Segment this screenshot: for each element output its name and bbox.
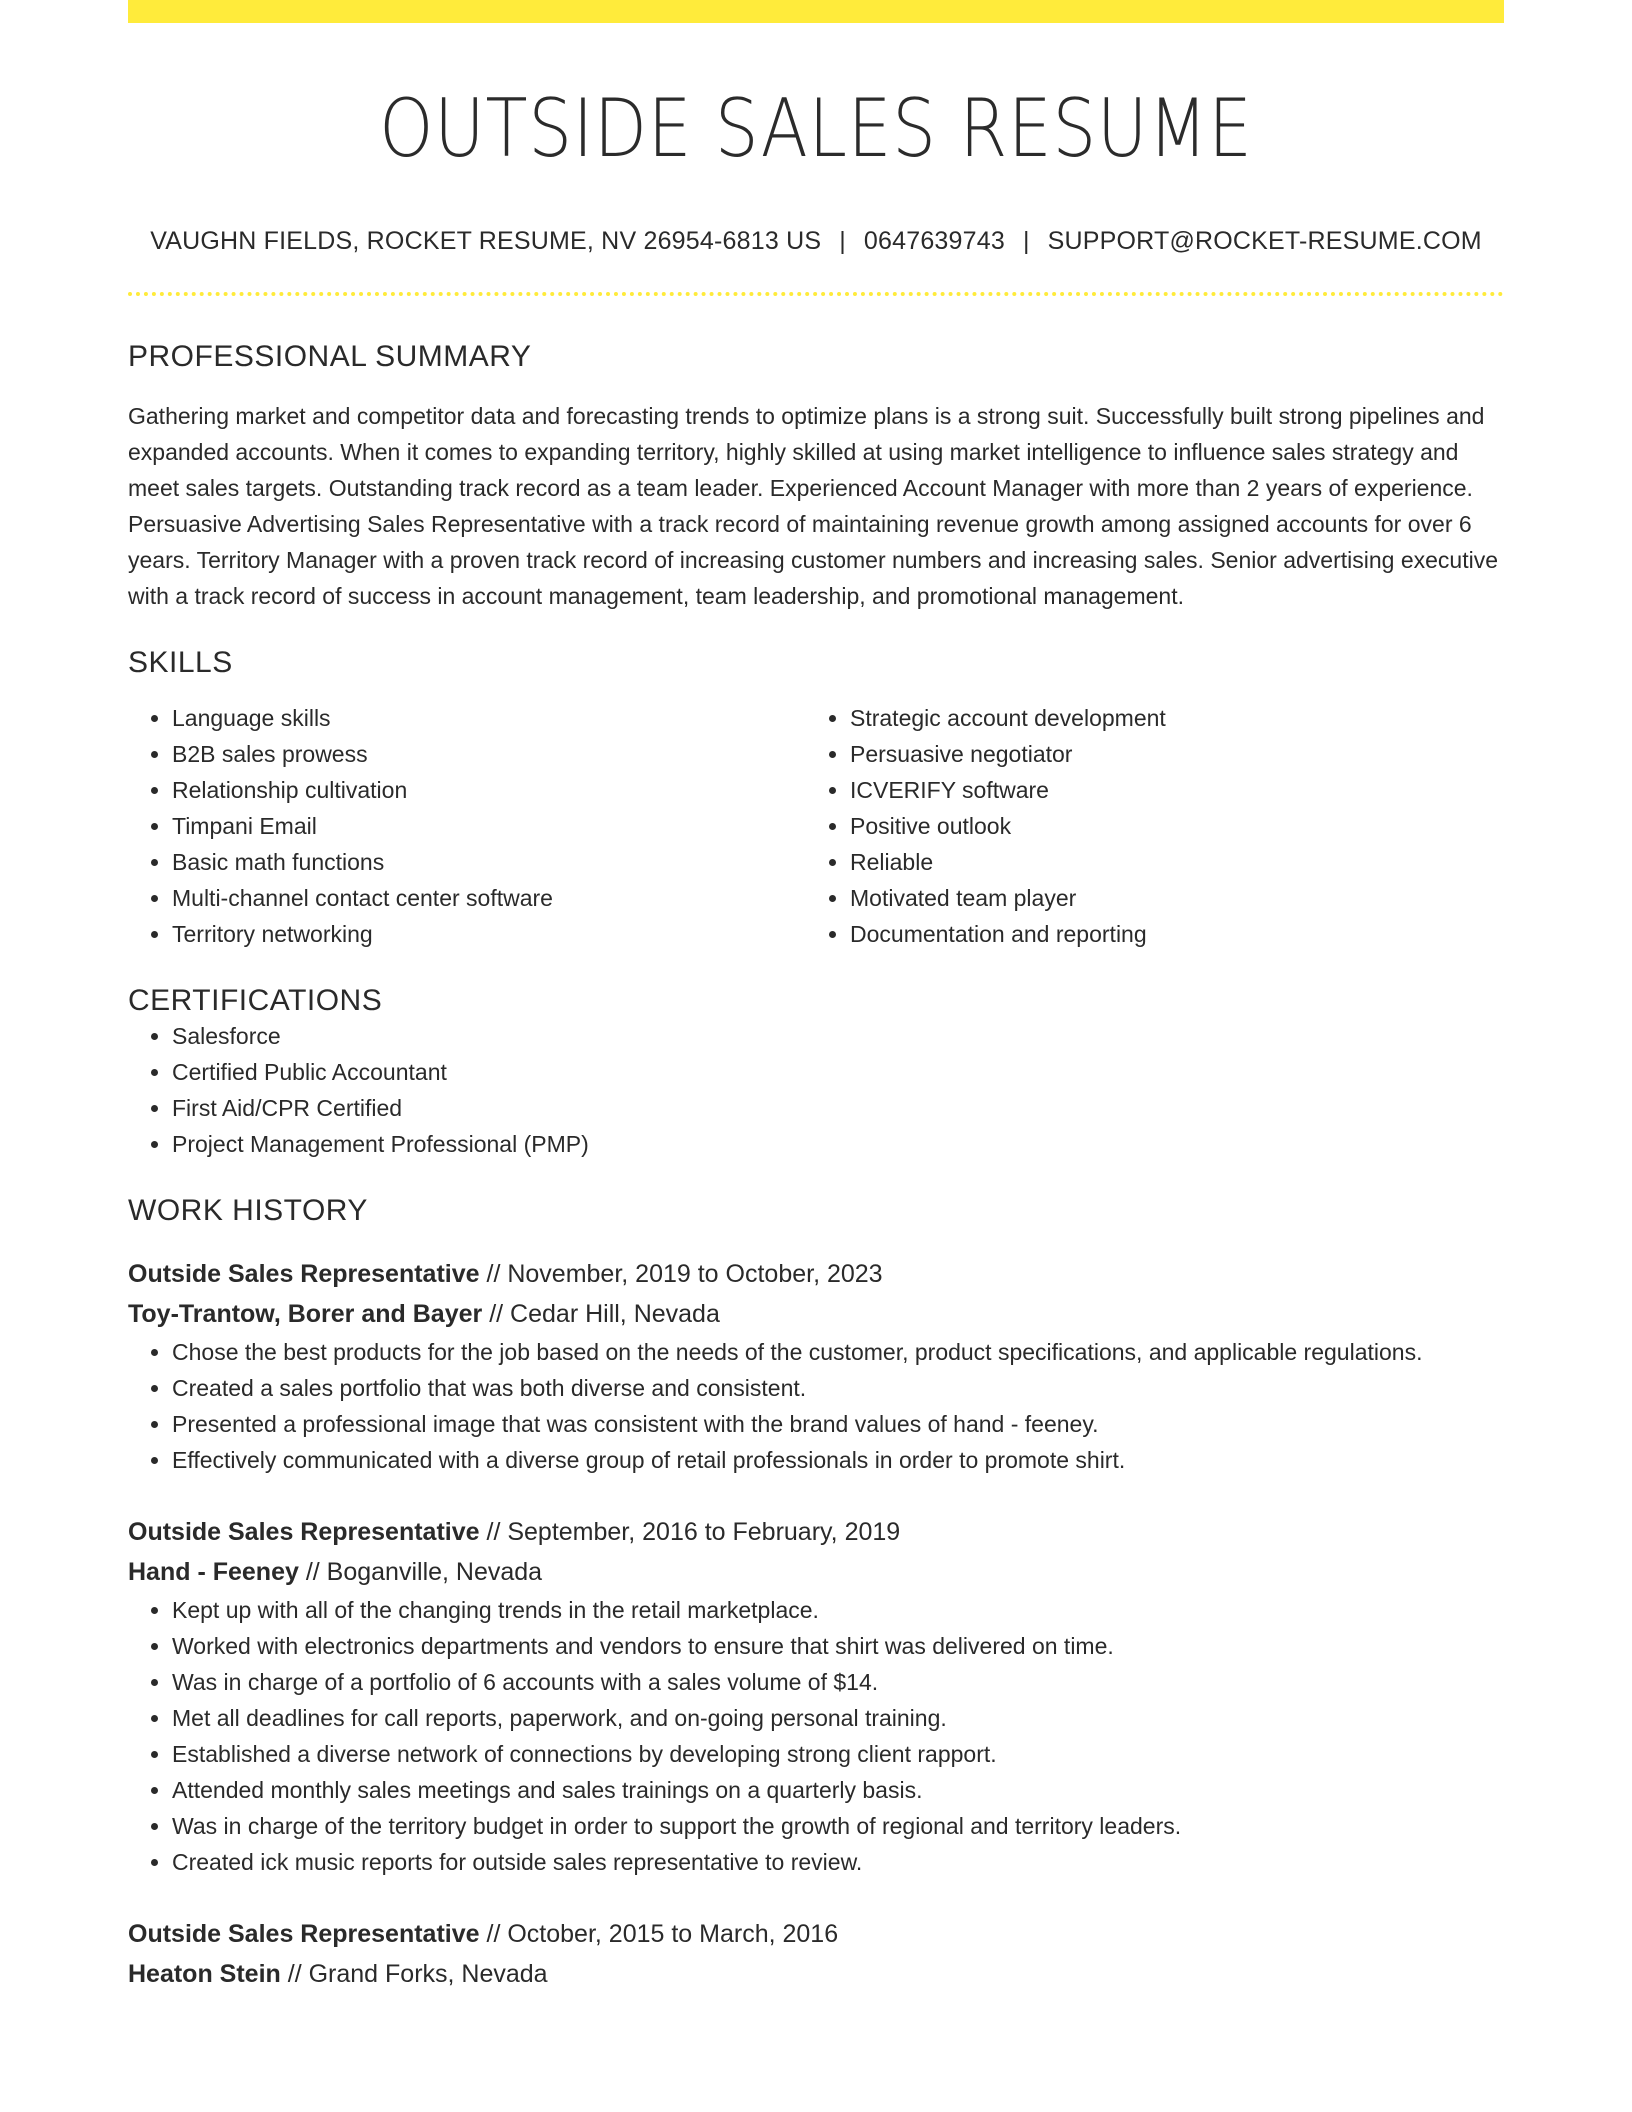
skill-item: • Language skills: [172, 700, 806, 736]
job-separator: //: [280, 1960, 309, 1988]
job-company-line: [128, 1954, 1504, 1994]
job-duty-item: • Kept up with all of the changing trends in the retail marketplace.: [172, 1592, 1504, 1628]
job-entry: [128, 1914, 1504, 1994]
job-duty-item: • Was in charge of a portfolio of 6 accounts with a sales volume of $14.: [172, 1664, 1504, 1700]
header-divider: [128, 292, 1504, 296]
work-history-heading: WORK HISTORY: [128, 1194, 368, 1227]
job-dates: September, 2016 to February, 2019: [507, 1518, 901, 1546]
job-company-line: [128, 1294, 1504, 1334]
work-history-list: [128, 1254, 1504, 1994]
job-company: Hand - Feeney: [128, 1558, 299, 1586]
skill-item: • Basic math functions: [172, 844, 806, 880]
summary-heading: PROFESSIONAL SUMMARY: [128, 340, 532, 373]
certification-item: • First Aid/CPR Certified: [172, 1090, 1504, 1126]
job-duty-item: • Was in charge of the territory budget in order to support the growth of regional and territory leaders.: [172, 1808, 1504, 1844]
job-title: Outside Sales Representative: [128, 1518, 480, 1546]
contact-email: SUPPORT@ROCKET-RESUME.COM: [1047, 227, 1482, 255]
skills-column-left: [128, 700, 806, 952]
job-company: Heaton Stein: [128, 1960, 281, 1988]
skill-item: • Reliable: [850, 844, 1484, 880]
job-separator: //: [482, 1300, 511, 1328]
contact-separator: |: [839, 227, 846, 255]
job-title-line: [128, 1254, 1504, 1294]
job-duty-item: • Established a diverse network of connections by developing strong client rapport.: [172, 1736, 1504, 1772]
certifications-list: [128, 1018, 1504, 1162]
skills-heading: SKILLS: [128, 646, 233, 679]
top-accent-bar: [128, 0, 1504, 23]
job-title: Outside Sales Representative: [128, 1920, 480, 1948]
skill-item: • Persuasive negotiator: [850, 736, 1484, 772]
job-duty-item: • Created ick music reports for outside sales representative to review.: [172, 1844, 1504, 1880]
job-entry: [128, 1512, 1504, 1880]
job-duty-item: • Effectively communicated with a diverse group of retail professionals in order to promote shirt.: [172, 1442, 1504, 1478]
skill-item: • Timpani Email: [172, 808, 806, 844]
skill-item: • B2B sales prowess: [172, 736, 806, 772]
skill-item: • Motivated team player: [850, 880, 1484, 916]
job-duty-item: • Presented a professional image that was consistent with the brand values of hand - feeney.: [172, 1406, 1504, 1442]
contact-line: [128, 227, 1504, 256]
skill-item: • Positive outlook: [850, 808, 1484, 844]
certification-item: • Certified Public Accountant: [172, 1054, 1504, 1090]
job-title-line: [128, 1512, 1504, 1552]
job-location: Grand Forks, Nevada: [308, 1960, 548, 1988]
job-duties-list: [128, 1334, 1504, 1478]
job-dates: October, 2015 to March, 2016: [507, 1920, 839, 1948]
job-separator: //: [298, 1558, 327, 1586]
job-separator: //: [479, 1260, 508, 1288]
skill-item: • Documentation and reporting: [850, 916, 1484, 952]
job-title: Outside Sales Representative: [128, 1260, 480, 1288]
job-location: Cedar Hill, Nevada: [510, 1300, 720, 1328]
job-company-line: [128, 1552, 1504, 1592]
job-duty-item: • Attended monthly sales meetings and sales trainings on a quarterly basis.: [172, 1772, 1504, 1808]
job-dates: November, 2019 to October, 2023: [507, 1260, 883, 1288]
resume-page: [128, 0, 1504, 1994]
certifications-heading: CERTIFICATIONS: [128, 984, 383, 1017]
job-company: Toy-Trantow, Borer and Bayer: [128, 1300, 483, 1328]
certification-item: • Salesforce: [172, 1018, 1504, 1054]
job-duties-list: [128, 1592, 1504, 1880]
skills-list-left: [128, 700, 806, 952]
job-title-line: [128, 1914, 1504, 1954]
skills-grid: [128, 700, 1504, 952]
contact-address: VAUGHN FIELDS, ROCKET RESUME, NV 26954-6813 US: [150, 227, 822, 255]
contact-phone: 0647639743: [863, 227, 1005, 255]
skill-item: • ICVERIFY software: [850, 772, 1484, 808]
job-duty-item: • Worked with electronics departments and vendors to ensure that shirt was delivered on time.: [172, 1628, 1504, 1664]
job-entry: [128, 1254, 1504, 1478]
skill-item: • Strategic account development: [850, 700, 1484, 736]
job-duty-item: • Created a sales portfolio that was both diverse and consistent.: [172, 1370, 1504, 1406]
skills-column-right: [806, 700, 1484, 952]
job-separator: //: [479, 1920, 508, 1948]
job-duty-item: • Chose the best products for the job based on the needs of the customer, product specifications, and applicable regulations.: [172, 1334, 1504, 1370]
skill-item: • Territory networking: [172, 916, 806, 952]
job-location: Boganville, Nevada: [326, 1558, 543, 1586]
skill-item: • Relationship cultivation: [172, 772, 806, 808]
skill-item: • Multi-channel contact center software: [172, 880, 806, 916]
resume-title: OUTSIDE SALES RESUME: [379, 82, 1253, 175]
summary-text: Gathering market and competitor data and forecasting trends to optimize plans is a strong suit. Successfully built strong pipelines and expanded accounts. When it comes to expanding territory, highly skilled at using market intelligence to influence sales strategy and meet sales targets. Outstanding track record as a team leader. Experienced Account Manager with more than 2 years of experience. Persuasive Advertising Sales Representative with a track record of maintaining revenue growth among assigned accounts for over 6 years. Territory Manager with a proven track record of increasing customer numbers and increasing sales. Senior advertising executive with a track record of success in account management, team leadership, and promotional management.: [128, 403, 1498, 609]
job-separator: //: [479, 1518, 508, 1546]
skills-list-right: [806, 700, 1484, 952]
contact-separator: |: [1022, 227, 1030, 255]
certification-item: • Project Management Professional (PMP): [172, 1126, 1504, 1162]
job-duty-item: • Met all deadlines for call reports, paperwork, and on-going personal training.: [172, 1700, 1504, 1736]
